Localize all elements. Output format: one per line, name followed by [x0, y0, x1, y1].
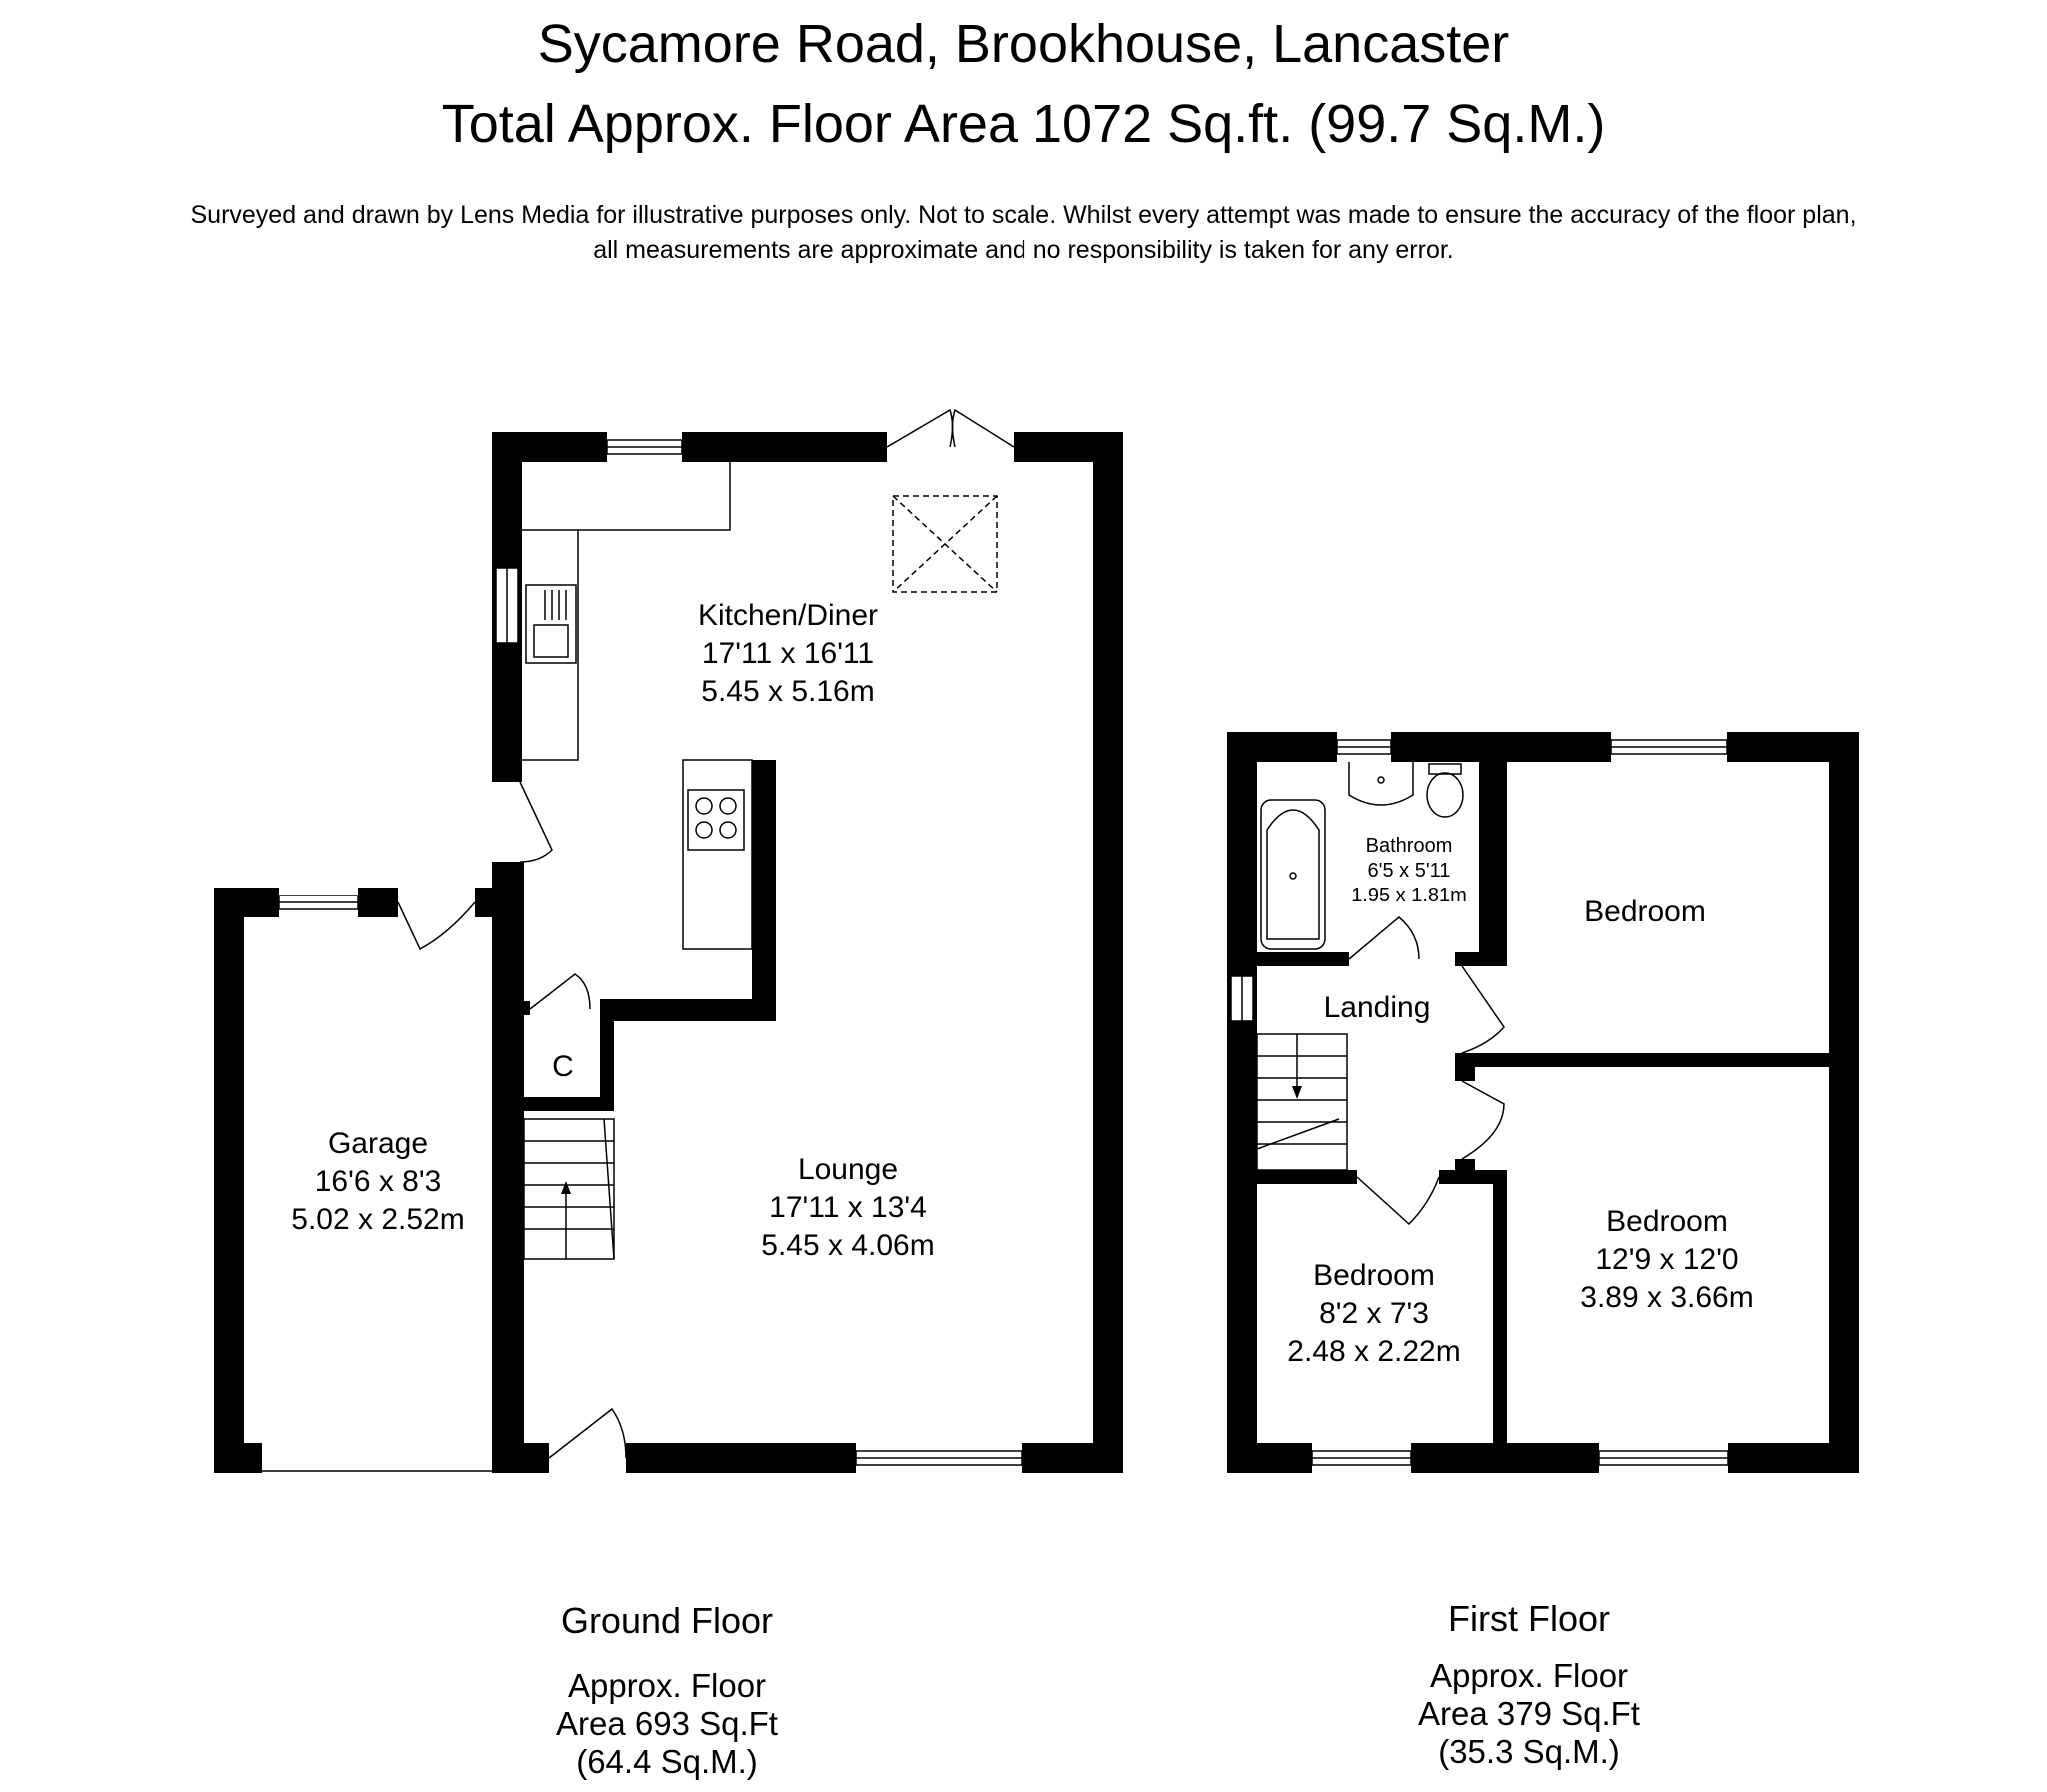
- bedroom-small-door: [1357, 1177, 1439, 1224]
- front-door: [549, 1409, 626, 1458]
- wall: [682, 432, 887, 462]
- wall: [1022, 1443, 1123, 1473]
- garage-metric: 5.02 x 2.52m: [291, 1203, 465, 1236]
- wall: [626, 1443, 856, 1473]
- wall: [506, 862, 524, 1461]
- bedroom-top-door: [1462, 966, 1504, 1053]
- first-floor-area-line-1: Approx. Floor: [1429, 1657, 1629, 1694]
- kitchen-counter: [522, 530, 578, 760]
- wall: [1227, 1443, 1312, 1473]
- bedroom-wall: [1455, 1053, 1829, 1067]
- main-house-walls: [492, 432, 1123, 1473]
- bedroom-wall: [1493, 762, 1507, 966]
- garage-side-door: [398, 902, 475, 949]
- bathroom-wall: [1479, 762, 1493, 966]
- bathroom-wall: [1455, 952, 1493, 966]
- bedroom-large-metric: 3.89 x 3.66m: [1580, 1281, 1754, 1314]
- toilet-icon: [1427, 773, 1463, 817]
- ground-floor-caption: [467, 1599, 867, 1643]
- bedroom-small-metric: 2.48 x 2.22m: [1287, 1335, 1461, 1368]
- kitchen-diner-metric: 5.45 x 5.16m: [701, 675, 875, 708]
- bathroom-metric: 1.95 x 1.81m: [1351, 885, 1467, 906]
- kitchen-diner-imperial: 17'11 x 16'11: [701, 637, 875, 670]
- first-floor-caption: [1329, 1597, 1729, 1641]
- bedroom-large-door: [1462, 1081, 1504, 1159]
- wall: [492, 917, 506, 1457]
- stairs-icon: [1257, 1034, 1347, 1170]
- bedroom-small-label: Bedroom: [1313, 1259, 1435, 1292]
- landing-wall: [1257, 1170, 1357, 1184]
- bedroom-large-imperial: 12'9 x 12'0: [1595, 1243, 1739, 1276]
- first-floor-area-line-3: (35.3 Sq.M.): [1438, 1733, 1620, 1770]
- ground-floor-plan: [214, 410, 1123, 1473]
- bedroom-large-label: Bedroom: [1606, 1205, 1728, 1238]
- lounge-metric: 5.45 x 4.06m: [761, 1229, 935, 1262]
- ground-floor-name: Ground Floor: [560, 1600, 774, 1641]
- french-door-right: [953, 410, 1015, 447]
- wall: [214, 1443, 262, 1473]
- hob-icon: [688, 790, 744, 850]
- wall: [1728, 1443, 1859, 1473]
- bathroom-wall: [1257, 952, 1349, 966]
- wall: [1829, 732, 1859, 1473]
- lounge-label: Lounge: [797, 1153, 899, 1186]
- disclaimer-line-2: all measurements are approximate and no responsibility is taken for any error.: [593, 236, 1454, 264]
- cupboard-door: [530, 974, 590, 1009]
- stairs-icon: [524, 1119, 614, 1259]
- title-line-2: Total Approx. Floor Area 1072 Sq.ft. (99.7 Sq.M.): [441, 94, 1606, 154]
- cupboard-wall: [506, 1001, 530, 1015]
- title-line-1: Sycamore Road, Brookhouse, Lancaster: [537, 14, 1510, 74]
- ground-floor-area-line-1: Approx. Floor: [567, 1667, 767, 1704]
- bedroom-wall: [1455, 1053, 1475, 1081]
- wall: [492, 862, 522, 892]
- wall: [214, 888, 279, 917]
- french-door-left: [887, 410, 953, 447]
- island-counter: [683, 760, 752, 949]
- wall: [358, 888, 398, 917]
- wall: [492, 432, 607, 462]
- wall: [214, 888, 244, 1473]
- wall: [475, 888, 506, 917]
- bedroom-wall: [1493, 1170, 1507, 1473]
- bathroom-door: [1349, 917, 1419, 959]
- landing-wall: [1455, 1159, 1475, 1184]
- bathroom-label: Bathroom: [1365, 835, 1453, 857]
- wall: [1391, 732, 1611, 762]
- first-floor-area: [1329, 1657, 1729, 1771]
- ground-floor-area-line-2: Area 693 Sq.Ft: [556, 1705, 778, 1742]
- bedroom-small-imperial: 8'2 x 7'3: [1319, 1297, 1429, 1330]
- first-floor-area-line-2: Area 379 Sq.Ft: [1418, 1695, 1640, 1732]
- partition-wall: [600, 999, 776, 1021]
- landing-label: Landing: [1323, 991, 1431, 1024]
- garage-imperial: 16'6 x 8'3: [314, 1165, 442, 1198]
- wall: [1093, 432, 1123, 1443]
- garage-label: Garage: [327, 1127, 429, 1160]
- sink-bowl: [534, 625, 568, 657]
- partition-wall: [752, 760, 776, 1019]
- ground-floor-area: [467, 1667, 867, 1781]
- wall: [1227, 732, 1257, 1473]
- wall: [1227, 732, 1337, 762]
- cupboard-label: C: [552, 1050, 574, 1083]
- bedroom-top-label: Bedroom: [1584, 896, 1706, 928]
- cupboard-wall: [506, 1097, 614, 1111]
- first-floor-name: First Floor: [1448, 1598, 1610, 1639]
- lounge-imperial: 17'11 x 13'4: [769, 1191, 927, 1224]
- partition-wall: [600, 999, 614, 1109]
- kitchen-diner-label: Kitchen/Diner: [697, 599, 879, 632]
- ground-floor-area-line-3: (64.4 Sq.M.): [576, 1743, 758, 1780]
- bathroom-imperial: 6'5 x 5'11: [1367, 860, 1451, 882]
- kitchen-counter: [578, 462, 730, 530]
- bath-icon: [1261, 800, 1325, 949]
- side-door: [520, 782, 552, 862]
- disclaimer-line-1: Surveyed and drawn by Lens Media for illustrative purposes only. Not to scale. Whilst every attempt was made to ensure the accuracy of the floor plan,: [190, 201, 1857, 229]
